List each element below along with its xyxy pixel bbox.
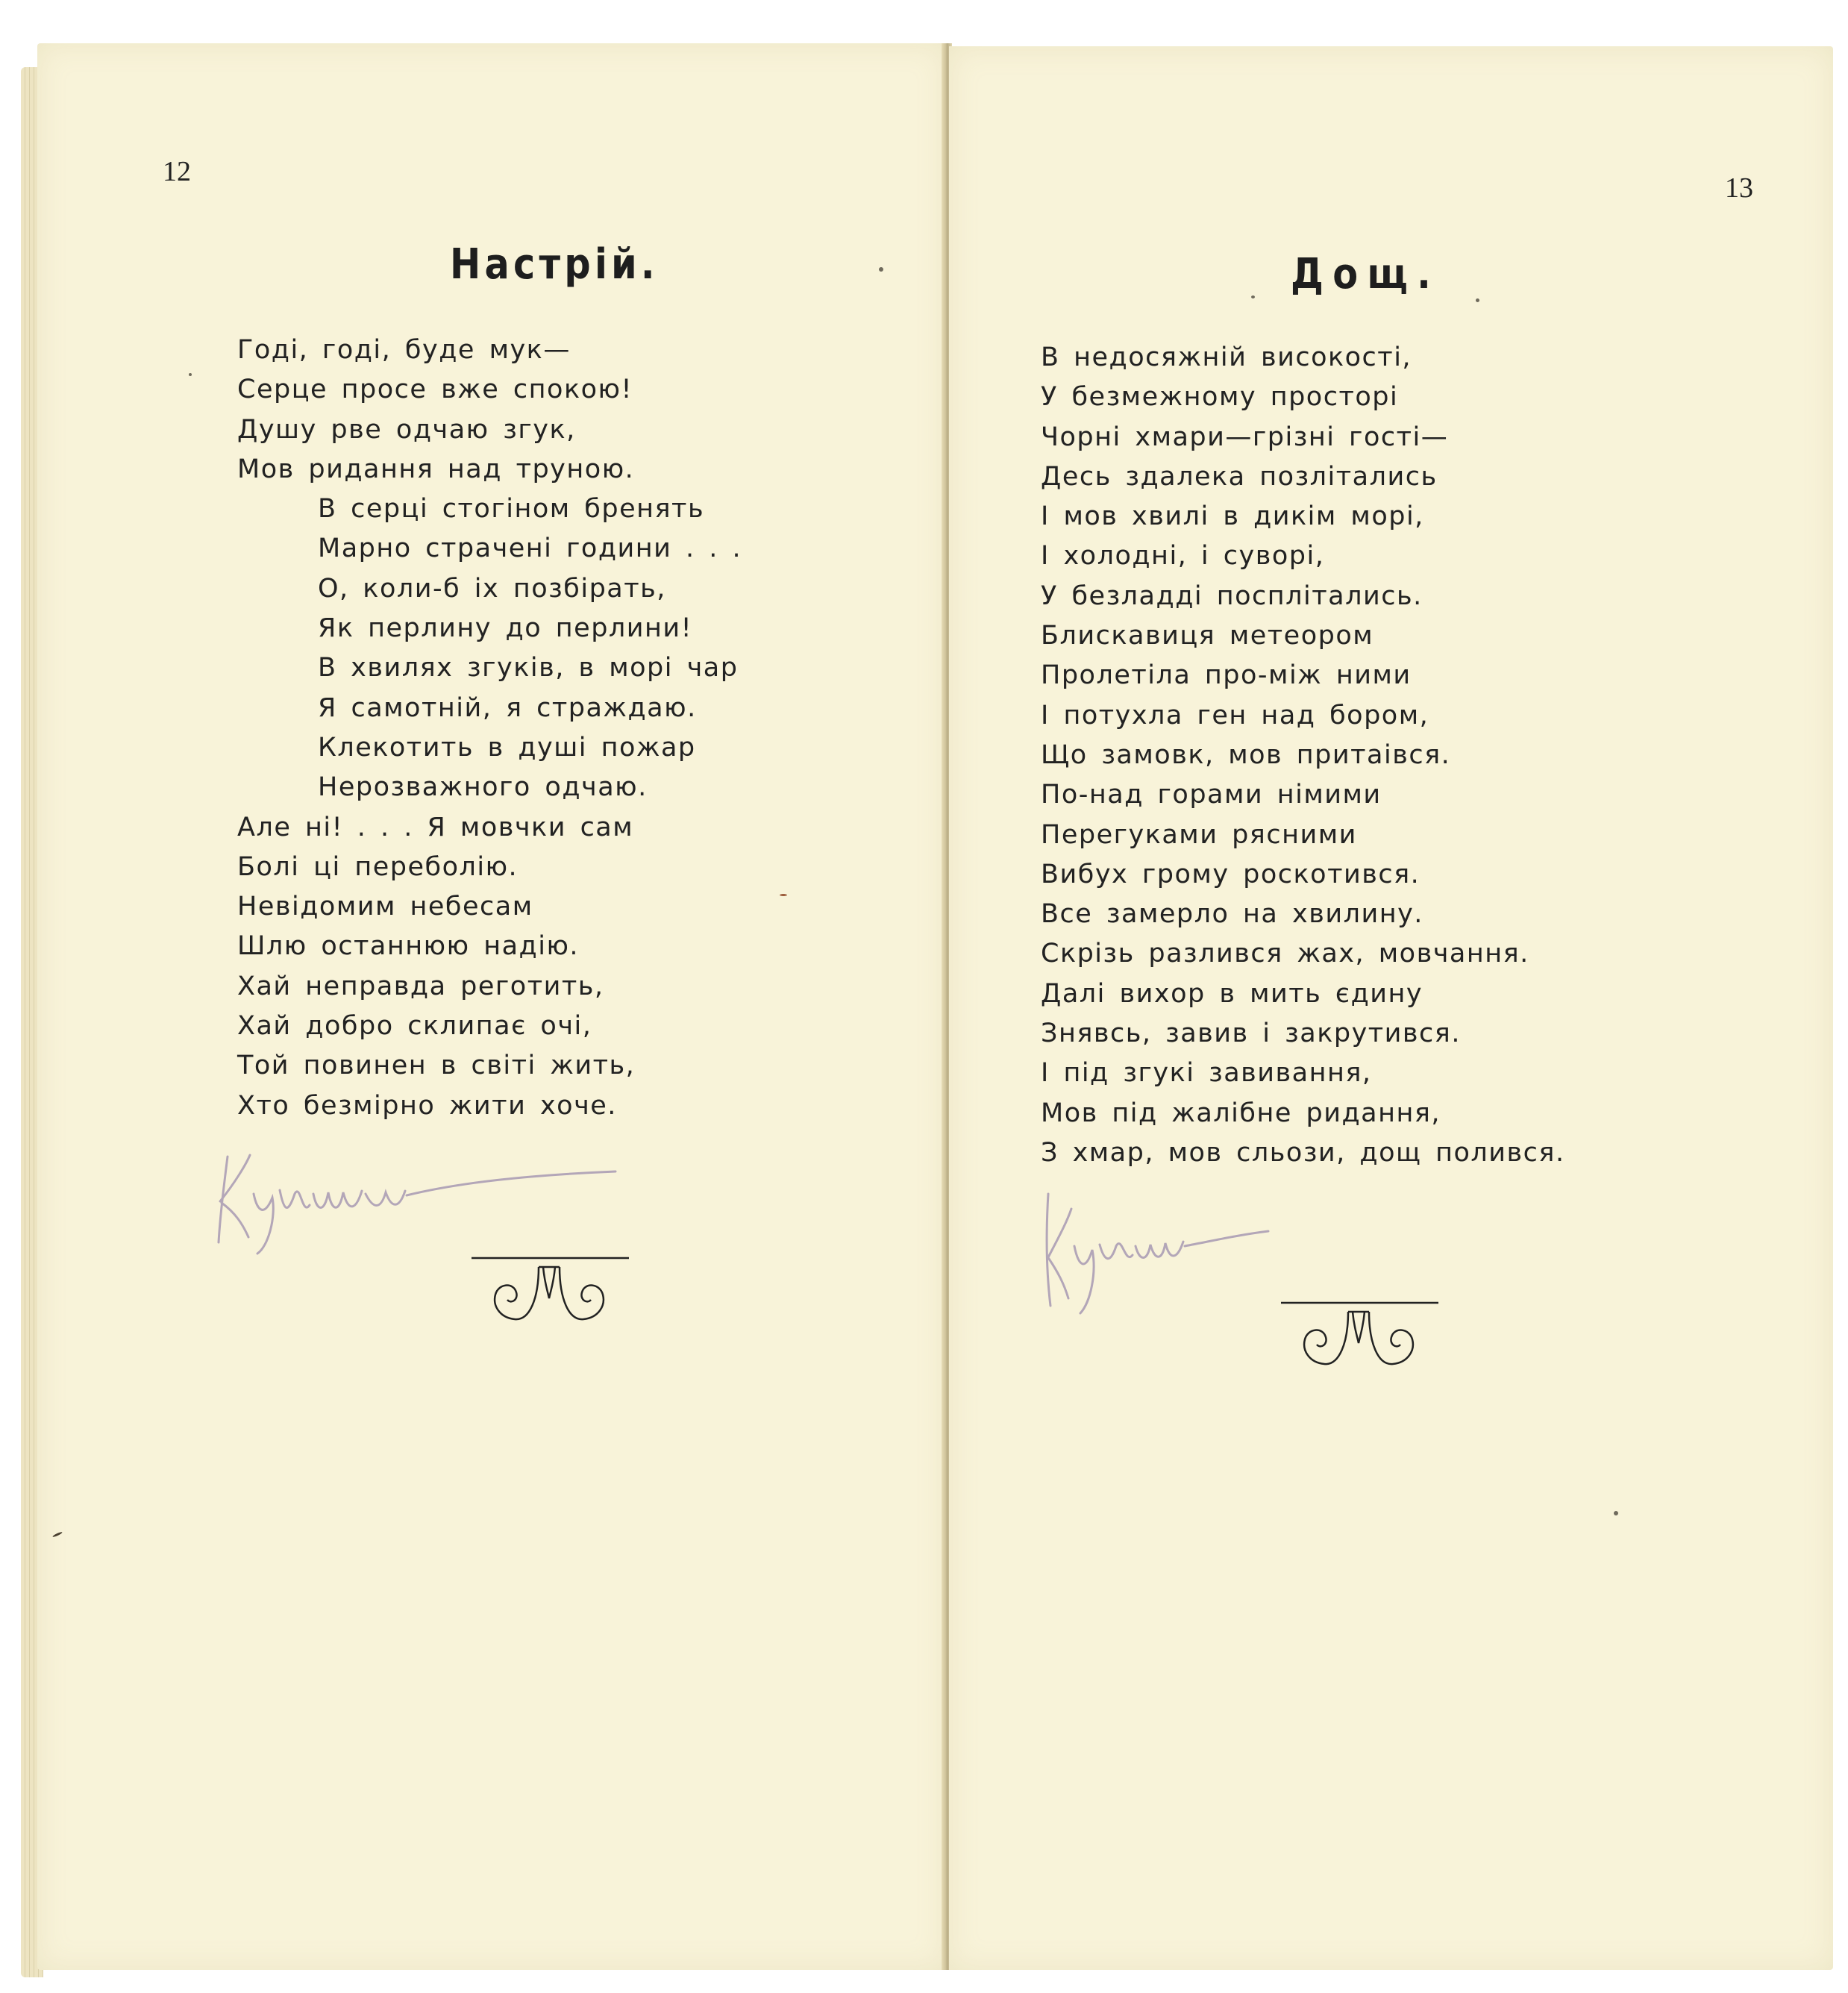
poem-line: Хто безмірно жити хоче. bbox=[237, 1090, 617, 1121]
paper-speck bbox=[1614, 1511, 1618, 1515]
poem-line: У безладді посплітались. bbox=[1041, 581, 1423, 611]
poem-line: Мов ридання над труною. bbox=[237, 454, 635, 484]
poem-line: В недосяжній високості, bbox=[1041, 342, 1412, 372]
poem-line: Я самотній, я страждаю. bbox=[318, 692, 697, 723]
left-page-number: 12 bbox=[163, 156, 191, 187]
poem-line: Знявсь, завив і закрутився. bbox=[1041, 1019, 1461, 1049]
poem-line: В хвилях згуків, в морі чар bbox=[318, 653, 739, 683]
poem-line: О, коли-б іх позбірать, bbox=[318, 573, 666, 604]
poem-line: Той повинен в світі жить, bbox=[237, 1051, 636, 1081]
poem-line: Чорні хмари—грізні гості— bbox=[1041, 422, 1449, 452]
poem-line: Серце просе вже спокою! bbox=[237, 375, 633, 405]
poem-line: Годі, годі, буде мук— bbox=[237, 335, 571, 365]
poem-line: Мов під жалібне ридання, bbox=[1041, 1098, 1441, 1128]
left-ornament bbox=[470, 1254, 630, 1328]
left-poem bbox=[237, 331, 742, 1126]
right-page-number: 13 bbox=[1725, 172, 1753, 204]
poem-line: Нерозважного одчаю. bbox=[318, 772, 648, 803]
poem-line: І мов хвилі в дикім морі, bbox=[1041, 501, 1424, 532]
right-ornament bbox=[1279, 1298, 1440, 1373]
poem-line: Перегуками рясними bbox=[1041, 819, 1357, 850]
left-signature bbox=[213, 1142, 630, 1261]
poem-line: Невідомим небесам bbox=[237, 892, 533, 922]
poem-line: Пролетіла про-між ними bbox=[1041, 660, 1412, 691]
poem-line: Десь здалека позлітались bbox=[1041, 461, 1438, 492]
poem-line: У безмежному просторі bbox=[1041, 382, 1399, 413]
poem-line: Але ні! . . . Я мовчки сам bbox=[237, 812, 634, 842]
poem-line: Далі вихор в мить єдину bbox=[1041, 978, 1423, 1009]
poem-line: Що замовк, мов притаівся. bbox=[1041, 739, 1451, 770]
left-poem-title: Настрій. bbox=[450, 240, 659, 289]
poem-line: Болі ці переболію. bbox=[237, 851, 519, 882]
poem-line: Все замерло на хвилину. bbox=[1041, 899, 1423, 930]
poem-line: Марно страчені години . . . bbox=[318, 534, 742, 564]
right-poem-title: Дощ. bbox=[1291, 250, 1441, 298]
paper-speck bbox=[1251, 295, 1255, 298]
right-signature bbox=[1037, 1186, 1276, 1321]
poem-line: По-над горами німими bbox=[1041, 780, 1382, 810]
poem-line: Скрізь разлився жах, мовчання. bbox=[1041, 939, 1529, 969]
poem-line: Блискавиця метеором bbox=[1041, 621, 1374, 651]
paper-speck bbox=[879, 267, 883, 272]
poem-line: Хай добро склипає очі, bbox=[237, 1011, 592, 1042]
poem-line: Клекотить в душі пожар bbox=[318, 732, 696, 763]
poem-line: Вибух грому роскотився. bbox=[1041, 859, 1421, 889]
paper-speck bbox=[189, 373, 192, 376]
poem-line: Хай неправда реготить, bbox=[237, 971, 604, 1001]
poem-line: І під згукі завивання, bbox=[1041, 1058, 1372, 1089]
poem-line: Шлю останнюю надію. bbox=[237, 931, 580, 962]
poem-line: З хмар, мов сльози, дощ полився. bbox=[1041, 1137, 1565, 1168]
poem-line: І потухла ген над бором, bbox=[1041, 700, 1429, 730]
poem-line: В серці стогіном бренять bbox=[318, 494, 705, 525]
poem-line: І холодні, і суворі, bbox=[1041, 541, 1325, 572]
right-poem bbox=[1041, 338, 1565, 1173]
paper-speck bbox=[780, 894, 787, 896]
paper-speck bbox=[1476, 298, 1479, 302]
poem-line: Душу рве одчаю згук, bbox=[237, 414, 576, 445]
poem-line: Як перлину до перлини! bbox=[318, 613, 693, 644]
